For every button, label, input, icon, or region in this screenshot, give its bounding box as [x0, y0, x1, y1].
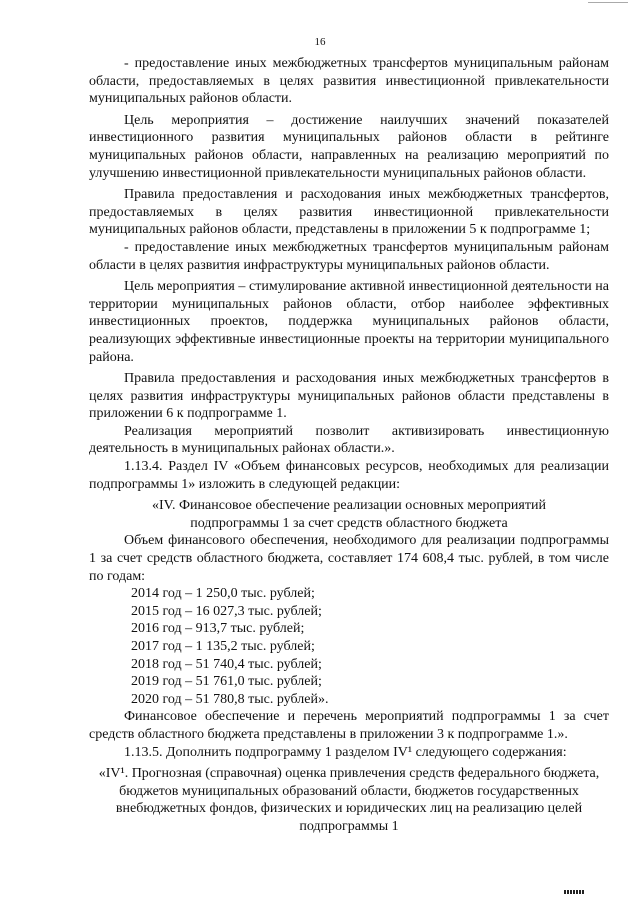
- page-number: 16: [314, 36, 326, 48]
- year-item: 2014 год – 1 250,0 тыс. рублей;: [131, 586, 315, 602]
- paragraph: - предоставление иных межбюджетных трансфертов муниципальным районам области в целях развития инфраструктуры муниципальных районов области.: [89, 239, 609, 273]
- final-heading: «IV¹. Прогнозная (справочная) оценка привлечения средств федерального бюджета, бюджетов муниципальных образований области, бюджетов государственных внебюджетных фондов, физических и юридических лиц на реализацию целей подпрограммы 1: [98, 766, 600, 834]
- corner-mark: [588, 2, 628, 3]
- year-item: 2016 год – 913,7 тыс. рублей;: [131, 621, 305, 637]
- years-list: [89, 585, 609, 708]
- year-item: 2015 год – 16 027,3 тыс. рублей;: [131, 603, 322, 619]
- paragraph: 1.13.5. Дополнить подпрограмму 1 разделом IV¹ следующего содержания:: [124, 744, 567, 760]
- year-item: 2019 год – 51 761,0 тыс. рублей;: [131, 674, 322, 690]
- year-item: 2020 год – 51 780,8 тыс. рублей».: [131, 691, 329, 707]
- paragraph: Реализация мероприятий позволит активизировать инвестиционную деятельность в муниципальных районах области.».: [89, 423, 609, 457]
- section-heading: «IV. Финансовое обеспечение реализации основных мероприятий подпрограммы 1 за счет средств областного бюджета: [152, 498, 546, 531]
- document-body: [89, 55, 609, 836]
- paragraph: Цель мероприятия – достижение наилучших значений показателей инвестиционного развития муниципальных районов области в рейтинге муниципальных районов области, направленных на реализацию мероприятий по улучшению инвестиционной привлекательности муниципальных районов области.: [89, 112, 609, 181]
- paragraph: Цель мероприятия – стимулирование активной инвестиционной деятельности на территории муниципальных районов области, отбор наиболее эффективных инвестиционных проектов, поддержка муниципальных районов области, реализующих эффективные инвестиционные проекты на территории муниципального района.: [89, 279, 609, 365]
- paragraph: Финансовое обеспечение и перечень мероприятий подпрограммы 1 за счет средств областного бюджета представлены в приложении 3 к подпрограмме 1.».: [89, 709, 609, 742]
- paragraph: 1.13.4. Раздел IV «Объем финансовых ресурсов, необходимых для реализации подпрограммы 1» изложить в следующей редакции:: [89, 459, 609, 492]
- year-item: 2018 год – 51 740,4 тыс. рублей;: [131, 656, 322, 672]
- paragraph: Правила предоставления и расходования иных межбюджетных трансфертов, предоставляемых в целях развития инвестиционной привлекательности муниципальных районов области, представлены в приложении 5 к подпрограмме 1;: [89, 187, 609, 238]
- paragraph: - предоставление иных межбюджетных трансфертов муниципальным районам области, предоставляемых в целях развития инвестиционной привлекательности муниципальных районов области.: [89, 56, 609, 107]
- barcode-mark: [564, 890, 584, 894]
- year-item: 2017 год – 1 135,2 тыс. рублей;: [131, 639, 315, 654]
- paragraph: Правила предоставления и расходования иных межбюджетных трансфертов в целях развития инфраструктуры муниципальных районов области представлены в приложении 6 к подпрограмме 1.: [89, 371, 609, 422]
- funding-intro: Объем финансового обеспечения, необходимого для реализации подпрограммы 1 за счет средств областного бюджета, составляет 174 608,4 тыс. рублей, в том числе по годам:: [89, 533, 609, 584]
